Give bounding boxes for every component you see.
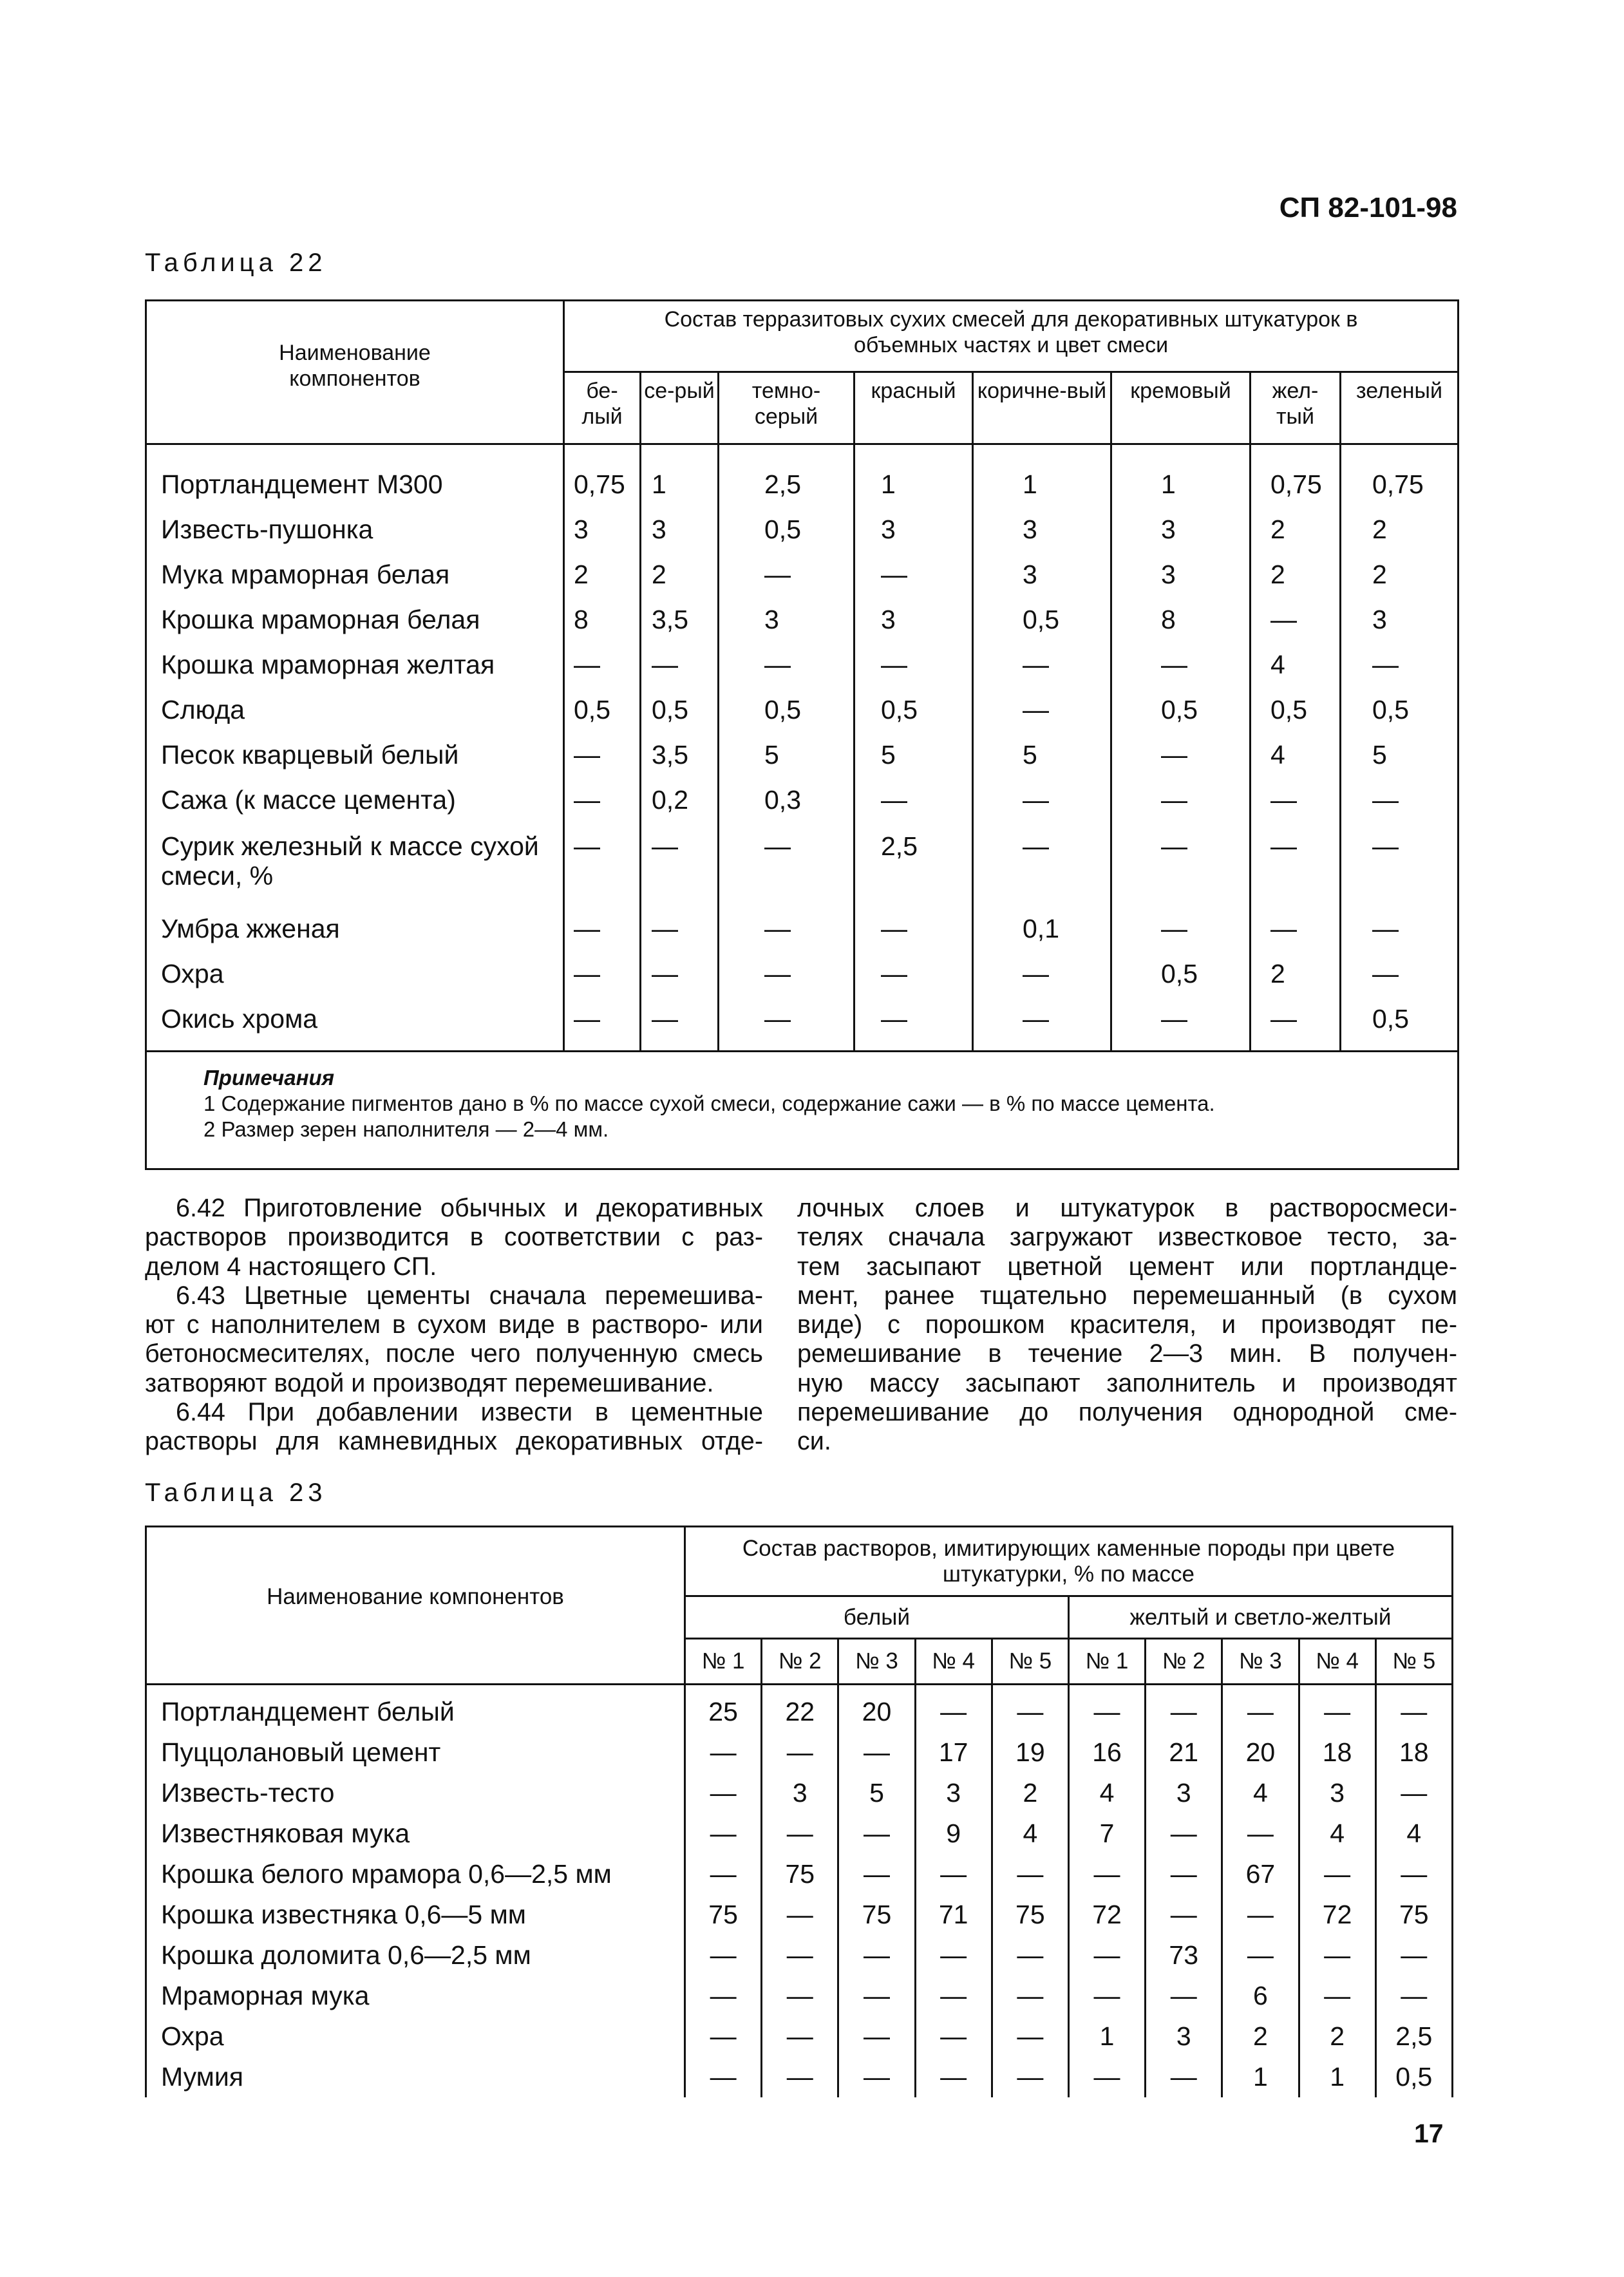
value-cell: — <box>1146 1976 1222 2016</box>
value-cell: — <box>915 2057 992 2097</box>
value-cell: — <box>1251 996 1341 1052</box>
table-row <box>146 2057 1453 2097</box>
column-header-name: Наименование компонентов <box>146 1527 685 1685</box>
component-name: Портландцемент М300 <box>146 444 564 507</box>
value-cell: 25 <box>685 1685 762 1733</box>
value-cell: 20 <box>838 1685 915 1733</box>
component-name: Крошка белого мрамора 0,6—2,5 мм <box>146 1854 685 1894</box>
value-cell: 2 <box>1251 507 1341 552</box>
value-cell: 8 <box>564 597 641 642</box>
note-line: 2 Размер зерен наполнителя — 2—4 мм. <box>203 1117 609 1141</box>
value-cell: 3 <box>641 507 719 552</box>
value-cell: 3 <box>762 1773 838 1813</box>
value-cell: 18 <box>1299 1732 1375 1773</box>
value-cell: — <box>854 906 973 951</box>
value-cell: 2 <box>992 1773 1068 1813</box>
value-cell: — <box>915 1935 992 1976</box>
table-22 <box>145 299 1459 1170</box>
value-cell: — <box>973 687 1111 732</box>
value-cell: 0,5 <box>641 687 719 732</box>
value-cell: — <box>1341 951 1459 996</box>
value-cell: — <box>685 1732 762 1773</box>
value-cell: — <box>719 996 854 1052</box>
value-cell: — <box>641 906 719 951</box>
value-cell: 16 <box>1068 1732 1145 1773</box>
table-row <box>146 1854 1453 1894</box>
color-header: се-рый <box>641 372 719 444</box>
component-name: Мука мраморная белая <box>146 552 564 597</box>
value-cell: 5 <box>719 732 854 777</box>
value-cell: — <box>973 951 1111 996</box>
value-cell: — <box>1222 1685 1299 1733</box>
value-cell: 2,5 <box>719 444 854 507</box>
value-cell: — <box>973 822 1111 906</box>
value-cell: — <box>762 1935 838 1976</box>
value-cell: — <box>1251 906 1341 951</box>
value-cell: 22 <box>762 1685 838 1733</box>
table-23-caption: Таблица 23 <box>145 1479 327 1507</box>
component-name: Известь-тесто <box>146 1773 685 1813</box>
subgroup-header-white: белый <box>685 1596 1069 1639</box>
note-line: 1 Содержание пигментов дано в % по массе сухой смеси, содержание сажи — в % по массе цемента. <box>203 1091 1215 1115</box>
value-cell: — <box>915 1685 992 1733</box>
value-cell: 3 <box>973 552 1111 597</box>
table-row <box>146 642 1459 687</box>
value-cell: — <box>1375 1773 1452 1813</box>
value-cell: — <box>564 642 641 687</box>
value-cell: — <box>1111 642 1251 687</box>
value-cell: — <box>564 777 641 822</box>
component-name: Портландцемент белый <box>146 1685 685 1733</box>
value-cell: 0,5 <box>719 507 854 552</box>
value-cell: — <box>1068 2057 1145 2097</box>
value-cell: — <box>1068 1685 1145 1733</box>
component-name: Песок кварцевый белый <box>146 732 564 777</box>
text-line: си. <box>797 1427 831 1456</box>
text-line: телях сначала загружают известковое тесто, за- <box>797 1223 1457 1252</box>
component-name: Сурик железный к массе сухой смеси, % <box>146 822 564 906</box>
document-code: СП 82-101-98 <box>1279 192 1457 223</box>
number-header: № 5 <box>1375 1639 1452 1685</box>
value-cell: 0,5 <box>1251 687 1341 732</box>
text-line: растворы для камневидных декоративных отде- <box>145 1427 763 1456</box>
value-cell: — <box>564 906 641 951</box>
value-cell: 3 <box>1146 1773 1222 1813</box>
value-cell: — <box>719 822 854 906</box>
value-cell: — <box>564 732 641 777</box>
value-cell: — <box>854 642 973 687</box>
value-cell: 3 <box>564 507 641 552</box>
value-cell: — <box>719 642 854 687</box>
value-cell: 4 <box>1299 1813 1375 1854</box>
value-cell: 3 <box>854 507 973 552</box>
value-cell: — <box>838 1732 915 1773</box>
color-header: кремовый <box>1111 372 1251 444</box>
value-cell: 5 <box>973 732 1111 777</box>
value-cell: 1 <box>1068 2016 1145 2057</box>
value-cell: 18 <box>1375 1732 1452 1773</box>
component-name: Слюда <box>146 687 564 732</box>
value-cell: 75 <box>838 1894 915 1935</box>
page-number: 17 <box>1414 2119 1444 2148</box>
table-row <box>146 1732 1453 1773</box>
value-cell: — <box>915 1854 992 1894</box>
value-cell: 0,75 <box>564 444 641 507</box>
number-header: № 5 <box>992 1639 1068 1685</box>
table-row <box>146 1894 1453 1935</box>
color-header: жел-тый <box>1251 372 1341 444</box>
value-cell: — <box>1375 1935 1452 1976</box>
value-cell: — <box>992 1685 1068 1733</box>
color-header: бе-лый <box>564 372 641 444</box>
component-name: Умбра жженая <box>146 906 564 951</box>
value-cell: 4 <box>1068 1773 1145 1813</box>
table-row <box>146 906 1459 951</box>
value-cell: — <box>641 951 719 996</box>
value-cell: 1 <box>1222 2057 1299 2097</box>
table-row <box>146 951 1459 996</box>
value-cell: — <box>973 642 1111 687</box>
number-header: № 2 <box>762 1639 838 1685</box>
value-cell: 7 <box>1068 1813 1145 1854</box>
value-cell: — <box>1251 777 1341 822</box>
value-cell: 3 <box>854 597 973 642</box>
value-cell: — <box>762 1813 838 1854</box>
text-line: 6.44 При добавлении извести в цементные <box>176 1398 763 1427</box>
value-cell: — <box>973 996 1111 1052</box>
table-row <box>146 1976 1453 2016</box>
value-cell: — <box>838 1976 915 2016</box>
text-line: ремешивание в течение 2—3 мин. В получен- <box>797 1339 1457 1368</box>
value-cell: — <box>685 1935 762 1976</box>
value-cell: 2 <box>1222 2016 1299 2057</box>
value-cell: 2 <box>1341 507 1459 552</box>
value-cell: — <box>762 1894 838 1935</box>
value-cell: 1 <box>1111 444 1251 507</box>
value-cell: 2 <box>1299 2016 1375 2057</box>
value-cell: — <box>1375 1976 1452 2016</box>
value-cell: 0,5 <box>719 687 854 732</box>
value-cell: 2 <box>1251 951 1341 996</box>
value-cell: 9 <box>915 1813 992 1854</box>
value-cell: 4 <box>1251 732 1341 777</box>
number-header: № 1 <box>1068 1639 1145 1685</box>
value-cell: — <box>685 1976 762 2016</box>
table-row <box>146 444 1459 507</box>
value-cell: 2 <box>1341 552 1459 597</box>
value-cell: — <box>992 2016 1068 2057</box>
component-name: Крошка мраморная белая <box>146 597 564 642</box>
value-cell: — <box>1299 1935 1375 1976</box>
value-cell: — <box>1111 996 1251 1052</box>
value-cell: 0,5 <box>1375 2057 1452 2097</box>
value-cell: — <box>1222 1935 1299 1976</box>
table-row <box>146 777 1459 822</box>
component-name: Окись хрома <box>146 996 564 1052</box>
value-cell: — <box>762 2016 838 2057</box>
value-cell: — <box>973 777 1111 822</box>
value-cell: 73 <box>1146 1935 1222 1976</box>
color-header: красный <box>854 372 973 444</box>
text-line: 6.42 Приготовление обычных и декоративных <box>176 1194 763 1222</box>
value-cell: — <box>1111 777 1251 822</box>
text-line: лочных слоев и штукатурок в растворосмеси- <box>797 1194 1457 1222</box>
value-cell: — <box>1341 822 1459 906</box>
value-cell: 2,5 <box>854 822 973 906</box>
color-header: зеленый <box>1341 372 1459 444</box>
value-cell: — <box>838 1813 915 1854</box>
value-cell: 20 <box>1222 1732 1299 1773</box>
value-cell: — <box>1146 2057 1222 2097</box>
text-line: перемешивание до получения однородной сме- <box>797 1398 1457 1427</box>
value-cell: — <box>992 1976 1068 2016</box>
value-cell: 0,75 <box>1341 444 1459 507</box>
value-cell: 0,5 <box>1341 996 1459 1052</box>
value-cell: 0,2 <box>641 777 719 822</box>
value-cell: — <box>854 552 973 597</box>
value-cell: 0,1 <box>973 906 1111 951</box>
value-cell: 72 <box>1068 1894 1145 1935</box>
value-cell: 0,5 <box>1111 687 1251 732</box>
value-cell: — <box>1068 1854 1145 1894</box>
notes-title: Примечания <box>203 1066 335 1090</box>
column-group-header: Состав растворов, имитирующих каменные породы при цвете штукатурки, % по массе <box>685 1527 1453 1596</box>
value-cell: 6 <box>1222 1976 1299 2016</box>
value-cell: 0,5 <box>1111 951 1251 996</box>
value-cell: — <box>1111 732 1251 777</box>
value-cell: — <box>719 951 854 996</box>
table-row <box>146 822 1459 906</box>
value-cell: 2 <box>1251 552 1341 597</box>
value-cell: 2 <box>564 552 641 597</box>
value-cell: — <box>1341 906 1459 951</box>
component-name: Крошка мраморная желтая <box>146 642 564 687</box>
value-cell: 75 <box>685 1894 762 1935</box>
value-cell: 0,5 <box>854 687 973 732</box>
value-cell: — <box>992 2057 1068 2097</box>
value-cell: 75 <box>992 1894 1068 1935</box>
value-cell: 3 <box>973 507 1111 552</box>
value-cell: — <box>1111 822 1251 906</box>
value-cell: 0,75 <box>1251 444 1341 507</box>
value-cell: — <box>915 1976 992 2016</box>
value-cell: 4 <box>992 1813 1068 1854</box>
value-cell: — <box>762 2057 838 2097</box>
component-name: Мумия <box>146 2057 685 2097</box>
table-23 <box>145 1526 1453 2097</box>
table-row <box>146 597 1459 642</box>
value-cell: 4 <box>1375 1813 1452 1854</box>
value-cell: 75 <box>762 1854 838 1894</box>
value-cell: — <box>1375 1685 1452 1733</box>
number-header: № 3 <box>838 1639 915 1685</box>
value-cell: 8 <box>1111 597 1251 642</box>
value-cell: 72 <box>1299 1894 1375 1935</box>
value-cell: — <box>1222 1813 1299 1854</box>
table-row <box>146 732 1459 777</box>
value-cell: 0,5 <box>1341 687 1459 732</box>
value-cell: — <box>1146 1894 1222 1935</box>
value-cell: — <box>1251 597 1341 642</box>
value-cell: 3,5 <box>641 597 719 642</box>
value-cell: — <box>854 951 973 996</box>
value-cell: — <box>992 1935 1068 1976</box>
value-cell: — <box>685 1813 762 1854</box>
component-name: Пуццолановый цемент <box>146 1732 685 1773</box>
table-22-caption: Таблица 22 <box>145 249 327 277</box>
value-cell: — <box>838 1854 915 1894</box>
table-row <box>146 996 1459 1052</box>
text-column-right <box>797 1194 1457 1457</box>
number-header: № 2 <box>1146 1639 1222 1685</box>
table-row <box>146 1773 1453 1813</box>
text-line: 6.43 Цветные цементы сначала перемешива- <box>176 1281 763 1310</box>
value-cell: — <box>854 996 973 1052</box>
value-cell: — <box>1068 1935 1145 1976</box>
value-cell: — <box>838 2057 915 2097</box>
value-cell: — <box>1251 822 1341 906</box>
value-cell: — <box>1341 642 1459 687</box>
text-line: ют с наполнителем в сухом виде в растворо- или <box>145 1310 763 1339</box>
value-cell: 3 <box>1146 2016 1222 2057</box>
value-cell: 5 <box>854 732 973 777</box>
value-cell: — <box>685 1773 762 1813</box>
notes-cell <box>146 1052 1459 1169</box>
component-name: Охра <box>146 951 564 996</box>
table-row <box>146 687 1459 732</box>
value-cell: 71 <box>915 1894 992 1935</box>
value-cell: 4 <box>1222 1773 1299 1813</box>
value-cell: — <box>838 1935 915 1976</box>
text-line: затворяют водой и производят перемешивание. <box>145 1368 714 1397</box>
value-cell: — <box>719 906 854 951</box>
value-cell: 3 <box>1111 552 1251 597</box>
value-cell: — <box>915 2016 992 2057</box>
number-header: № 4 <box>915 1639 992 1685</box>
value-cell: 3 <box>1111 507 1251 552</box>
value-cell: — <box>992 1854 1068 1894</box>
text-line: мент, ранее тщательно перемешанный (в сухом <box>797 1281 1457 1310</box>
number-header: № 1 <box>685 1639 762 1685</box>
value-cell: 2 <box>641 552 719 597</box>
value-cell: 4 <box>1251 642 1341 687</box>
value-cell: 75 <box>1375 1894 1452 1935</box>
value-cell: 0,5 <box>973 597 1111 642</box>
color-header: темно-серый <box>719 372 854 444</box>
text-line: тем засыпают цветной цемент или портландце- <box>797 1252 1457 1281</box>
text-line: бетоносмесителях, после чего полученную смесь <box>145 1339 763 1368</box>
text-line: растворов производится в соответствии с раз- <box>145 1223 763 1252</box>
table-row <box>146 2016 1453 2057</box>
value-cell: — <box>641 642 719 687</box>
value-cell: 1 <box>973 444 1111 507</box>
value-cell: 3 <box>1299 1773 1375 1813</box>
column-header-name: Наименование компонентов <box>146 301 564 444</box>
value-cell: 67 <box>1222 1854 1299 1894</box>
value-cell: — <box>1146 1813 1222 1854</box>
table-row <box>146 507 1459 552</box>
component-name: Сажа (к массе цемента) <box>146 777 564 822</box>
color-header: коричне-вый <box>973 372 1111 444</box>
value-cell: — <box>641 822 719 906</box>
value-cell: 5 <box>838 1773 915 1813</box>
value-cell: — <box>1375 1854 1452 1894</box>
value-cell: 0,5 <box>564 687 641 732</box>
value-cell: — <box>854 777 973 822</box>
value-cell: — <box>564 951 641 996</box>
number-header: № 4 <box>1299 1639 1375 1685</box>
component-name: Охра <box>146 2016 685 2057</box>
value-cell: 1 <box>854 444 973 507</box>
notes-row <box>146 1052 1459 1169</box>
component-name: Крошка доломита 0,6—2,5 мм <box>146 1935 685 1976</box>
value-cell: — <box>762 1732 838 1773</box>
value-cell: — <box>1341 777 1459 822</box>
value-cell: 19 <box>992 1732 1068 1773</box>
value-cell: — <box>564 996 641 1052</box>
value-cell: — <box>762 1976 838 2016</box>
value-cell: 3 <box>915 1773 992 1813</box>
value-cell: — <box>1068 1976 1145 2016</box>
value-cell: — <box>685 2057 762 2097</box>
value-cell: — <box>1146 1854 1222 1894</box>
value-cell: — <box>685 1854 762 1894</box>
value-cell: — <box>1111 906 1251 951</box>
text-column-left <box>145 1194 763 1457</box>
value-cell: — <box>1222 1894 1299 1935</box>
table-row <box>146 1813 1453 1854</box>
value-cell: 3,5 <box>641 732 719 777</box>
value-cell: — <box>1299 1854 1375 1894</box>
value-cell: 1 <box>1299 2057 1375 2097</box>
value-cell: 0,3 <box>719 777 854 822</box>
value-cell: — <box>838 2016 915 2057</box>
component-name: Известь-пушонка <box>146 507 564 552</box>
value-cell: — <box>1299 1685 1375 1733</box>
value-cell: — <box>719 552 854 597</box>
text-line: ную массу засыпают заполнитель и производят <box>797 1368 1457 1397</box>
text-line: виде) с порошком красителя, и производят пе- <box>797 1310 1457 1339</box>
number-header: № 3 <box>1222 1639 1299 1685</box>
value-cell: — <box>1146 1685 1222 1733</box>
component-name: Известняковая мука <box>146 1813 685 1854</box>
value-cell: 3 <box>1341 597 1459 642</box>
component-name: Крошка известняка 0,6—5 мм <box>146 1894 685 1935</box>
value-cell: 2,5 <box>1375 2016 1452 2057</box>
text-line: делом 4 настоящего СП. <box>145 1252 437 1281</box>
value-cell: — <box>641 996 719 1052</box>
subgroup-header-yellow: желтый и светло-желтый <box>1068 1596 1452 1639</box>
component-name: Мраморная мука <box>146 1976 685 2016</box>
table-row <box>146 1935 1453 1976</box>
value-cell: — <box>564 822 641 906</box>
value-cell: 1 <box>641 444 719 507</box>
column-group-header: Состав терразитовых сухих смесей для декоративных штукатурок в объемных частях и цвет смеси <box>564 301 1459 372</box>
value-cell: 21 <box>1146 1732 1222 1773</box>
value-cell: 3 <box>719 597 854 642</box>
value-cell: 17 <box>915 1732 992 1773</box>
table-row <box>146 1685 1453 1733</box>
value-cell: 5 <box>1341 732 1459 777</box>
value-cell: — <box>1299 1976 1375 2016</box>
value-cell: — <box>685 2016 762 2057</box>
table-row <box>146 552 1459 597</box>
